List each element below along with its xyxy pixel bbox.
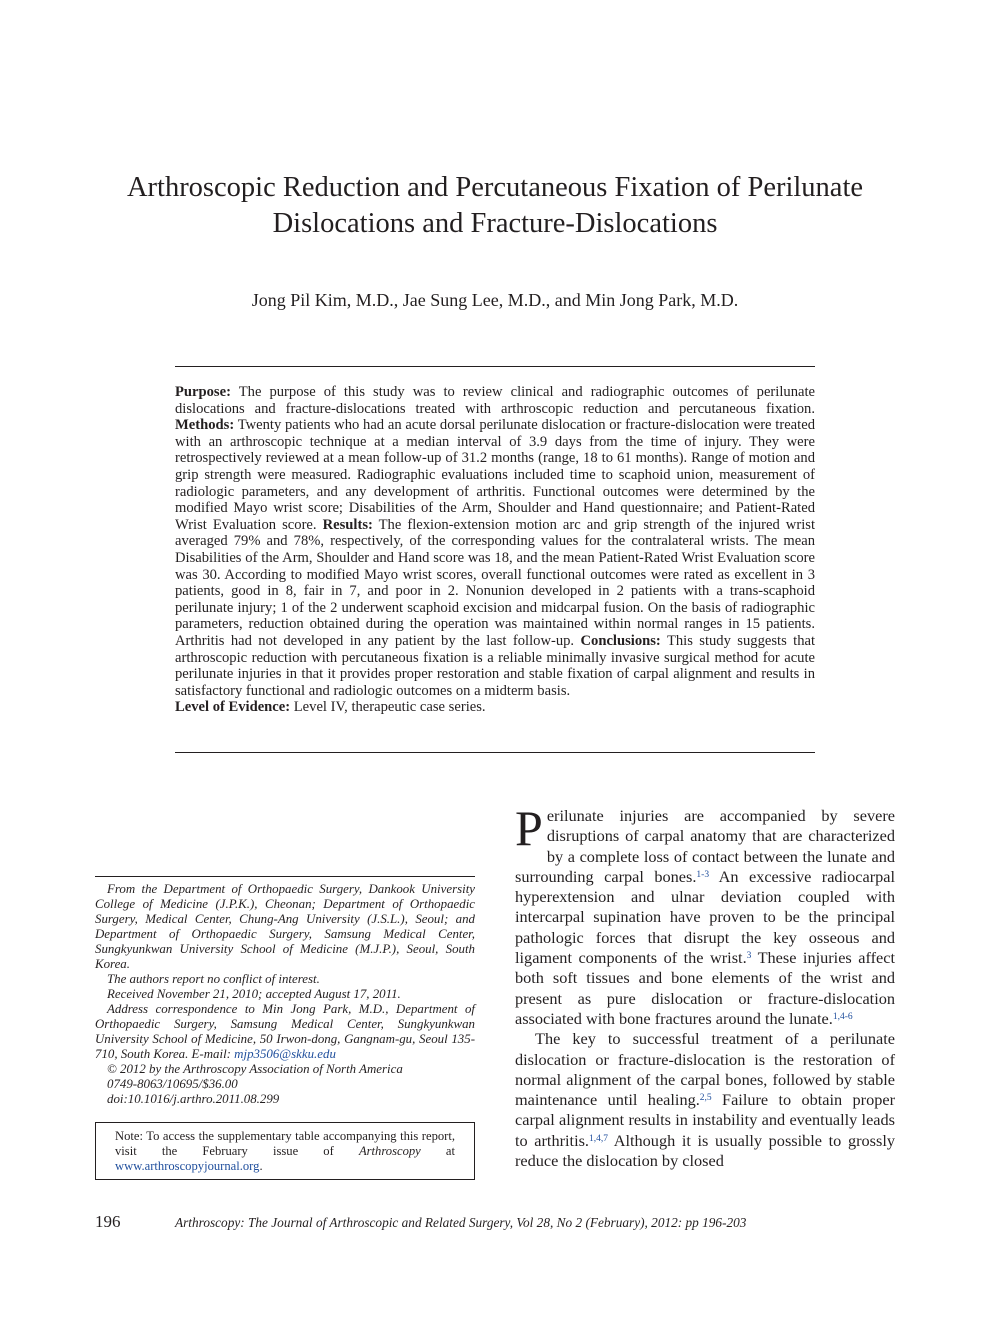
body-text: Although it is usually possible to grossly reduce the dislocation by closed [515, 1130, 895, 1171]
body-text: Failure to obtain proper carpal alignment results in instability and eventually leads to arthritis. [515, 1090, 896, 1150]
issn-note: 0749-8063/10695/$36.00 [107, 1077, 238, 1091]
supplementary-note-box [95, 1122, 475, 1180]
results-text: The flexion-extension motion arc and grip strength of the injured wrist averaged 79% and 78%, respectively, of the corresponding values for the contralateral wrists. The mean Disabilities of the Arm, Shoulder and Hand score was 18, and the mean Patient-Rated Wrist Evaluation score was 30. According to modified Mayo wrist scores, overall functional outcomes were rated as excellent in 3 patients, good in 8, fair in 7, and poor in 2. Nonunion developed in 2 patients with a trans-scaphoid perilunate injury; 1 of the 2 underwent scaphoid excision and midcarpal fusion. On the basis of radiographic parameters, reduction obtained during the operation was maintained within normal ranges in 15 patients. Arthritis had not developed in any patient by the last follow-up. [175, 516, 815, 649]
doi-note[interactable]: doi:10.1016/j.arthro.2011.08.299 [107, 1092, 280, 1106]
evidence-text: Level IV, therapeutic case series. [293, 699, 486, 716]
abstract-top-rule [175, 366, 815, 367]
citation-ref[interactable]: 3 [746, 951, 752, 962]
conclusions-text: This study suggests that arthroscopic reduction with percutaneous fixation is a reliable minimally invasive surgical method for acute perilunate injuries in that it provides proper restoration and stable fixation of carpal alignment and results in satisfactory functional and radiologic outcomes on a midterm basis. [175, 632, 816, 699]
note-at: at [445, 1144, 455, 1158]
email-link[interactable]: mjp3506@skku.edu [234, 1047, 336, 1061]
copyright-note: © 2012 by the Arthroscopy Association of North America [107, 1062, 403, 1076]
journal-website-link[interactable]: www.arthroscopyjournal.org [115, 1159, 260, 1173]
footnote-rule [95, 876, 475, 877]
body-text: The key to successful treatment of a perilunate dislocation or fracture-dislocation is the restoration of normal alignment of the carpal bones, followed by stable maintenance until healing. [515, 1029, 895, 1110]
note-text: Note: To access the supplementary table accompanying this report, visit the February issue of [115, 1129, 455, 1158]
abstract [175, 384, 815, 716]
evidence-label: Level of Evidence: [175, 699, 291, 716]
methods-label: Methods: [175, 417, 235, 434]
note-end: . [259, 1159, 263, 1173]
drop-cap: P [515, 800, 543, 856]
title-line-2: Dislocations and Fracture-Dislocations [272, 208, 718, 239]
results-label: Results: [322, 516, 373, 533]
affiliation-note: From the Department of Orthopaedic Surgery, Dankook University College of Medicine (J.P.K.), Cheonan; Department of Orthopaedic Surgery, Medical Center, Chung-Ang University (J.S.L.), Seoul; and Department of Orthopaedic Surgery, Samsung Medical Center, Sungkyunkwan University School of Medicine (M.J.P.), Seoul, South Korea. [95, 882, 475, 971]
page-number: 196 [95, 1212, 121, 1231]
body-text-column [515, 800, 896, 1171]
received-note: Received November 21, 2010; accepted August 17, 2011. [107, 987, 401, 1001]
title-line-1: Arthroscopic Reduction and Percutaneous Fixation of Perilunate [126, 172, 864, 203]
abstract-bottom-rule [175, 752, 815, 753]
methods-text: Twenty patients who had an acute dorsal perilunate dislocation or fracture-dislocation were treated with an arthroscopic technique at a median interval of 3.9 days from the time of injury. They were retrospectively reviewed at a mean follow-up of 31.2 months (range, 18 to 61 months). Range of motion and grip strength were measured. Radiographic evaluations included time to scaphoid union, measurement of radiologic parameters, and any development of arthritis. Functional outcomes were determined by the modified Mayo wrist score; Disabilities of the Arm, Shoulder and Hand questionnaire; and Patient-Rated Wrist Evaluation score. [175, 417, 815, 533]
address-text: Address correspondence to Min Jong Park, M.D., Department of Orthopaedic Surgery, Samsung Medical Center, Sungkyunkwan University School of Medicine, 50 Irwon-dong, Gangnam-gu, Seoul 135-710, South Korea. E-mail: [95, 1002, 475, 1061]
footnotes [95, 882, 475, 1107]
body-text: These injuries affect both soft tissues and bone elements of the wrist and present as pure dislocation or fracture-dislocation associated with bone fractures around the lunate. [515, 948, 895, 1028]
body-paragraph-1 [515, 800, 896, 1029]
article-title [60, 170, 930, 242]
supplementary-note [115, 1129, 455, 1174]
note-journal: Arthroscopy [358, 1144, 421, 1158]
body-text: erilunate injuries are accompanied by severe disruptions of carpal anatomy that are characterized by a complete loss of contact between the lunate and surrounding carpal bones. [515, 806, 895, 886]
citation-ref[interactable]: 2,5 [699, 1093, 712, 1104]
citation-ref[interactable]: 1-3 [696, 869, 710, 880]
conflict-note: The authors report no conflict of interest. [107, 972, 320, 986]
purpose-text: The purpose of this study was to review clinical and radiographic outcomes of perilunate dislocations and fracture-dislocations treated with arthroscopic reduction and percutaneous fixation. [175, 384, 815, 417]
author-list: Jong Pil Kim, M.D., Jae Sung Lee, M.D., and Min Jong Park, M.D. [251, 290, 739, 310]
body-text: An excessive radiocarpal hyperextension and ulnar deviation coupled with intercarpal supination have proven to be the principal pathologic forces that disrupt the key osseous and ligament components of the wrist. [515, 866, 896, 968]
journal-citation: Arthroscopy: The Journal of Arthroscopic and Related Surgery, Vol 28, No 2 (February), 2012: pp 196-203 [175, 1215, 747, 1230]
conclusions-label: Conclusions: [580, 632, 661, 649]
citation-ref[interactable]: 1,4,7 [589, 1133, 608, 1144]
address-note [95, 1002, 475, 1062]
citation-ref[interactable]: 1,4-6 [832, 1011, 853, 1022]
body-paragraph-2 [515, 1029, 895, 1171]
purpose-label: Purpose: [175, 384, 231, 400]
